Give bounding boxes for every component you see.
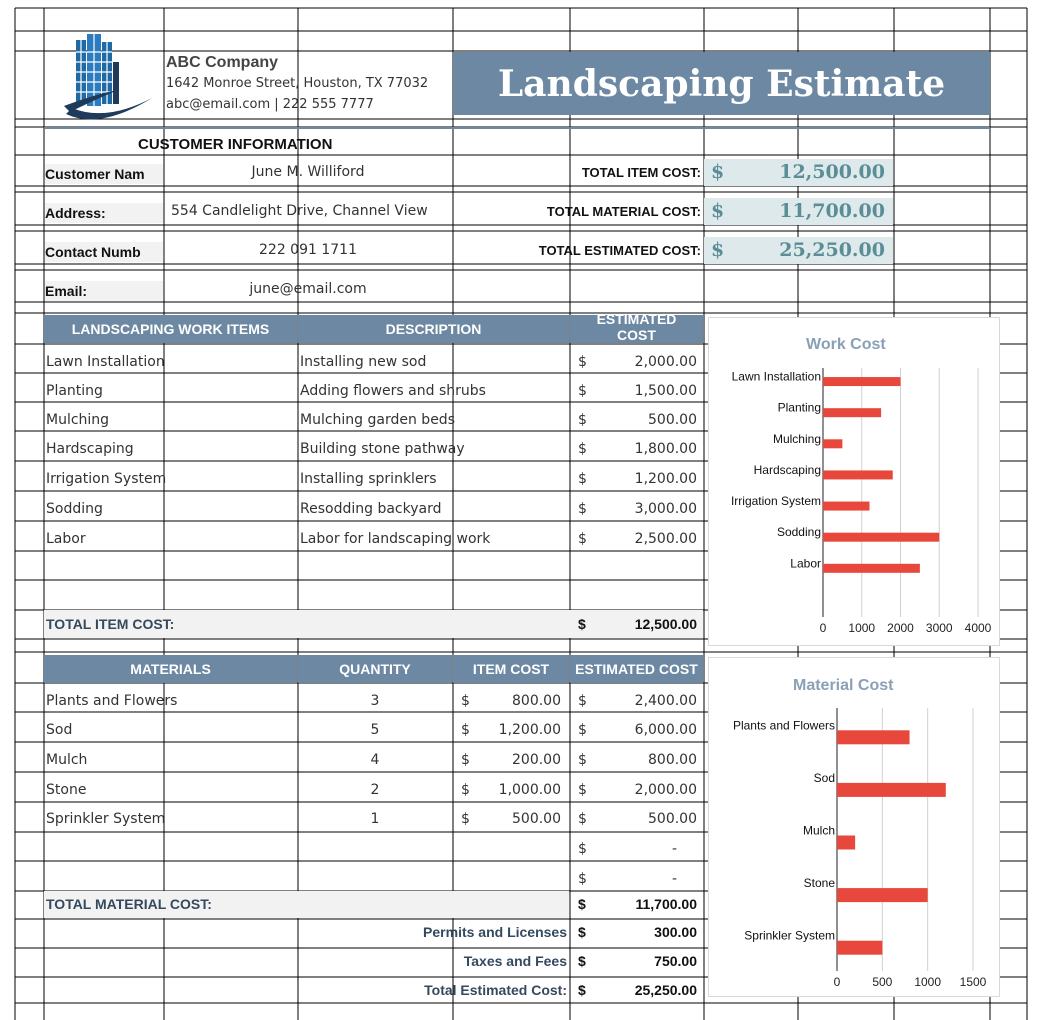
material-cost-chart[interactable] (708, 657, 1000, 997)
work-item-cost[interactable]: 1,200.00 (634, 471, 697, 487)
material-quantity[interactable]: 2 (370, 782, 380, 798)
chart-tick-label: 1000 (914, 975, 942, 989)
work-item-name[interactable]: Mulching (46, 412, 110, 428)
work-item-name[interactable]: Sodding (46, 501, 103, 517)
taxes-label: Taxes and Fees (463, 953, 567, 969)
materials-header-quantity: QUANTITY (298, 655, 452, 683)
work-item-name[interactable]: Lawn Installation (46, 354, 165, 370)
material-estimated-cost[interactable]: 500.00 (648, 811, 697, 827)
work-item-description[interactable]: Adding flowers and shrubs (300, 383, 486, 399)
material-estimated-cost[interactable]: 800.00 (648, 752, 697, 768)
work-total-label: TOTAL ITEM COST: (46, 616, 175, 632)
work-cost-chart[interactable] (708, 317, 1000, 646)
summary-estimated-label: TOTAL ESTIMATED COST: (538, 243, 701, 258)
taxes-value[interactable]: 750.00 (654, 953, 697, 969)
permits-currency: $ (578, 924, 586, 940)
work-item-description[interactable]: Mulching garden beds (300, 412, 455, 428)
chart-category-label: Irrigation System (730, 494, 821, 509)
chart-category-label: Sod (813, 770, 835, 785)
chart-bar[interactable] (823, 439, 842, 448)
summary-estimated-currency: $ (711, 239, 725, 261)
material-quantity[interactable]: 4 (370, 752, 380, 768)
work-item-name[interactable]: Hardscaping (46, 441, 134, 457)
customer-address-label: Address: (45, 203, 163, 223)
chart-category-label: Labor (790, 556, 821, 571)
summary-material-value: 11,700.00 (779, 200, 885, 222)
chart-tick-label: 4000 (964, 621, 992, 635)
grand-total-currency: $ (578, 982, 586, 998)
material-unit-currency: $ (461, 752, 470, 768)
work-item-cost[interactable]: 2,000.00 (634, 354, 697, 370)
materials-header-name: MATERIALS (44, 655, 297, 683)
work-chart-title: Work Cost (806, 336, 886, 353)
work-item-name[interactable]: Labor (46, 531, 86, 547)
material-name[interactable]: Plants and Flowers (46, 693, 178, 709)
material-chart-title: Material Cost (793, 677, 894, 694)
grand-total-value[interactable]: 25,250.00 (634, 982, 697, 998)
company-address: 1642 Monroe Street, Houston, TX 77032 (166, 76, 429, 91)
work-item-description[interactable]: Installing new sod (300, 354, 427, 370)
customer-name-label: Customer Nam (45, 164, 163, 184)
material-quantity[interactable]: 1 (370, 811, 380, 827)
chart-bar[interactable] (823, 564, 920, 573)
work-item-currency: $ (578, 501, 587, 517)
material-unit-currency: $ (461, 782, 470, 798)
work-item-currency: $ (578, 471, 587, 487)
chart-bar[interactable] (823, 377, 901, 386)
customer-contact-label: Contact Numb (45, 242, 163, 262)
chart-bar[interactable] (837, 836, 855, 850)
summary-item-label: TOTAL ITEM COST: (581, 165, 701, 180)
work-item-name[interactable]: Planting (46, 383, 103, 399)
chart-category-label: Lawn Installation (731, 369, 821, 384)
material-estimated-cost[interactable]: 2,400.00 (634, 693, 697, 709)
material-cost-currency: $ (578, 811, 587, 827)
material-cost-currency: $ (578, 752, 587, 768)
grand-total-label: Total Estimated Cost: (424, 982, 567, 998)
material-cost-currency: $ (578, 782, 587, 798)
chart-category-label: Sodding (776, 525, 821, 540)
material-unit-cost[interactable]: 200.00 (512, 752, 561, 768)
material-unit-currency: $ (461, 811, 470, 827)
work-item-currency: $ (578, 441, 587, 457)
material-unit-cost[interactable]: 1,200.00 (498, 722, 561, 738)
material-estimated-cost[interactable]: - (671, 871, 677, 887)
material-cost-currency: $ (578, 693, 587, 709)
page-title: Landscaping Estimate (453, 52, 990, 115)
customer-contact-value[interactable]: 222 091 1711 (259, 242, 357, 258)
chart-bar[interactable] (837, 783, 946, 797)
material-estimated-cost[interactable]: 6,000.00 (634, 722, 697, 738)
work-item-description[interactable]: Installing sprinklers (300, 471, 437, 487)
chart-bar[interactable] (837, 730, 910, 744)
work-item-name[interactable]: Irrigation System (46, 471, 167, 487)
chart-tick-label: 0 (819, 621, 827, 635)
work-item-cost[interactable]: 1,800.00 (634, 441, 697, 457)
company-name: ABC Company (166, 54, 279, 71)
materials-header-item-cost: ITEM COST (453, 655, 569, 683)
chart-category-label: Mulching (772, 431, 821, 446)
chart-tick-label: 500 (872, 975, 893, 989)
material-unit-currency: $ (461, 722, 470, 738)
work-item-currency: $ (578, 531, 587, 547)
header-divider (44, 127, 990, 129)
materials-header-estimated-cost: ESTIMATED COST (575, 661, 698, 677)
chart-category-label: Mulch (802, 823, 835, 838)
customer-email-label: Email: (45, 281, 163, 301)
company-contact: abc@email.com | 222 555 7777 (166, 97, 374, 112)
customer-address-value[interactable]: 554 Candlelight Drive, Channel View (171, 203, 428, 219)
chart-bar[interactable] (837, 941, 882, 955)
chart-category-label: Stone (803, 876, 835, 891)
customer-email-value[interactable]: june@email.com (249, 281, 367, 297)
chart-bar[interactable] (837, 888, 928, 902)
taxes-currency: $ (578, 953, 586, 969)
material-estimated-cost[interactable]: - (671, 841, 677, 857)
work-total-currency: $ (578, 616, 586, 632)
customer-section-title: CUSTOMER INFORMATION (138, 136, 333, 153)
chart-category-label: Planting (777, 400, 821, 415)
work-item-description[interactable]: Building stone pathway (300, 441, 465, 457)
work-item-cost[interactable]: 500.00 (648, 412, 697, 428)
chart-category-label: Hardscaping (753, 462, 821, 477)
material-name[interactable]: Mulch (46, 752, 88, 768)
work-header-cost: ESTIMATED COST (596, 315, 677, 343)
work-item-cost[interactable]: 1,500.00 (634, 383, 697, 399)
chart-tick-label: 1500 (959, 975, 987, 989)
materials-total-label: TOTAL MATERIAL COST: (46, 896, 212, 912)
work-item-cost[interactable]: 3,000.00 (634, 501, 697, 517)
material-unit-cost[interactable]: 500.00 (512, 811, 561, 827)
chart-bar[interactable] (823, 470, 893, 479)
work-item-currency: $ (578, 412, 587, 428)
work-chart-plot (709, 318, 999, 645)
work-item-description[interactable]: Resodding backyard (300, 501, 442, 517)
materials-total-value[interactable]: 11,700.00 (635, 896, 697, 912)
material-name[interactable]: Sprinkler System (46, 811, 166, 827)
chart-bar[interactable] (823, 502, 870, 511)
chart-tick-label: 3000 (925, 621, 953, 635)
customer-name-value[interactable]: June M. Williford (251, 164, 365, 180)
material-unit-cost[interactable]: 800.00 (512, 693, 561, 709)
material-chart-plot (709, 658, 999, 996)
work-header-items: LANDSCAPING WORK ITEMS (44, 315, 297, 343)
material-quantity[interactable]: 3 (370, 693, 380, 709)
summary-item-value: 12,500.00 (779, 161, 885, 183)
material-estimated-cost[interactable]: 2,000.00 (634, 782, 697, 798)
material-name[interactable]: Sod (46, 722, 73, 738)
material-cost-currency: $ (578, 871, 587, 887)
materials-total-currency: $ (578, 896, 586, 912)
material-quantity[interactable]: 5 (370, 722, 380, 738)
permits-value[interactable]: 300.00 (654, 924, 697, 940)
chart-category-label: Sprinkler System (744, 928, 835, 943)
work-item-currency: $ (578, 354, 587, 370)
chart-bar[interactable] (823, 408, 881, 417)
work-item-cost[interactable]: 2,500.00 (634, 531, 697, 547)
work-header-description: DESCRIPTION (298, 315, 569, 343)
chart-category-label: Plants and Flowers (732, 718, 835, 733)
chart-tick-label: 1000 (848, 621, 876, 635)
material-unit-cost[interactable]: 1,000.00 (498, 782, 561, 798)
material-cost-currency: $ (578, 841, 587, 857)
building-logo-icon (60, 32, 160, 128)
material-name[interactable]: Stone (46, 782, 87, 798)
work-item-currency: $ (578, 383, 587, 399)
work-total-value[interactable]: 12,500.00 (634, 616, 697, 632)
chart-tick-label: 0 (833, 975, 841, 989)
summary-item-currency: $ (711, 161, 725, 183)
material-unit-currency: $ (461, 693, 470, 709)
material-cost-currency: $ (578, 722, 587, 738)
work-item-description[interactable]: Labor for landscaping work (300, 531, 491, 547)
summary-material-currency: $ (711, 200, 725, 222)
summary-estimated-value: 25,250.00 (779, 239, 885, 261)
chart-tick-label: 2000 (887, 621, 914, 635)
permits-label: Permits and Licenses (423, 924, 567, 940)
chart-bar[interactable] (823, 533, 939, 542)
summary-material-label: TOTAL MATERIAL COST: (546, 204, 701, 219)
